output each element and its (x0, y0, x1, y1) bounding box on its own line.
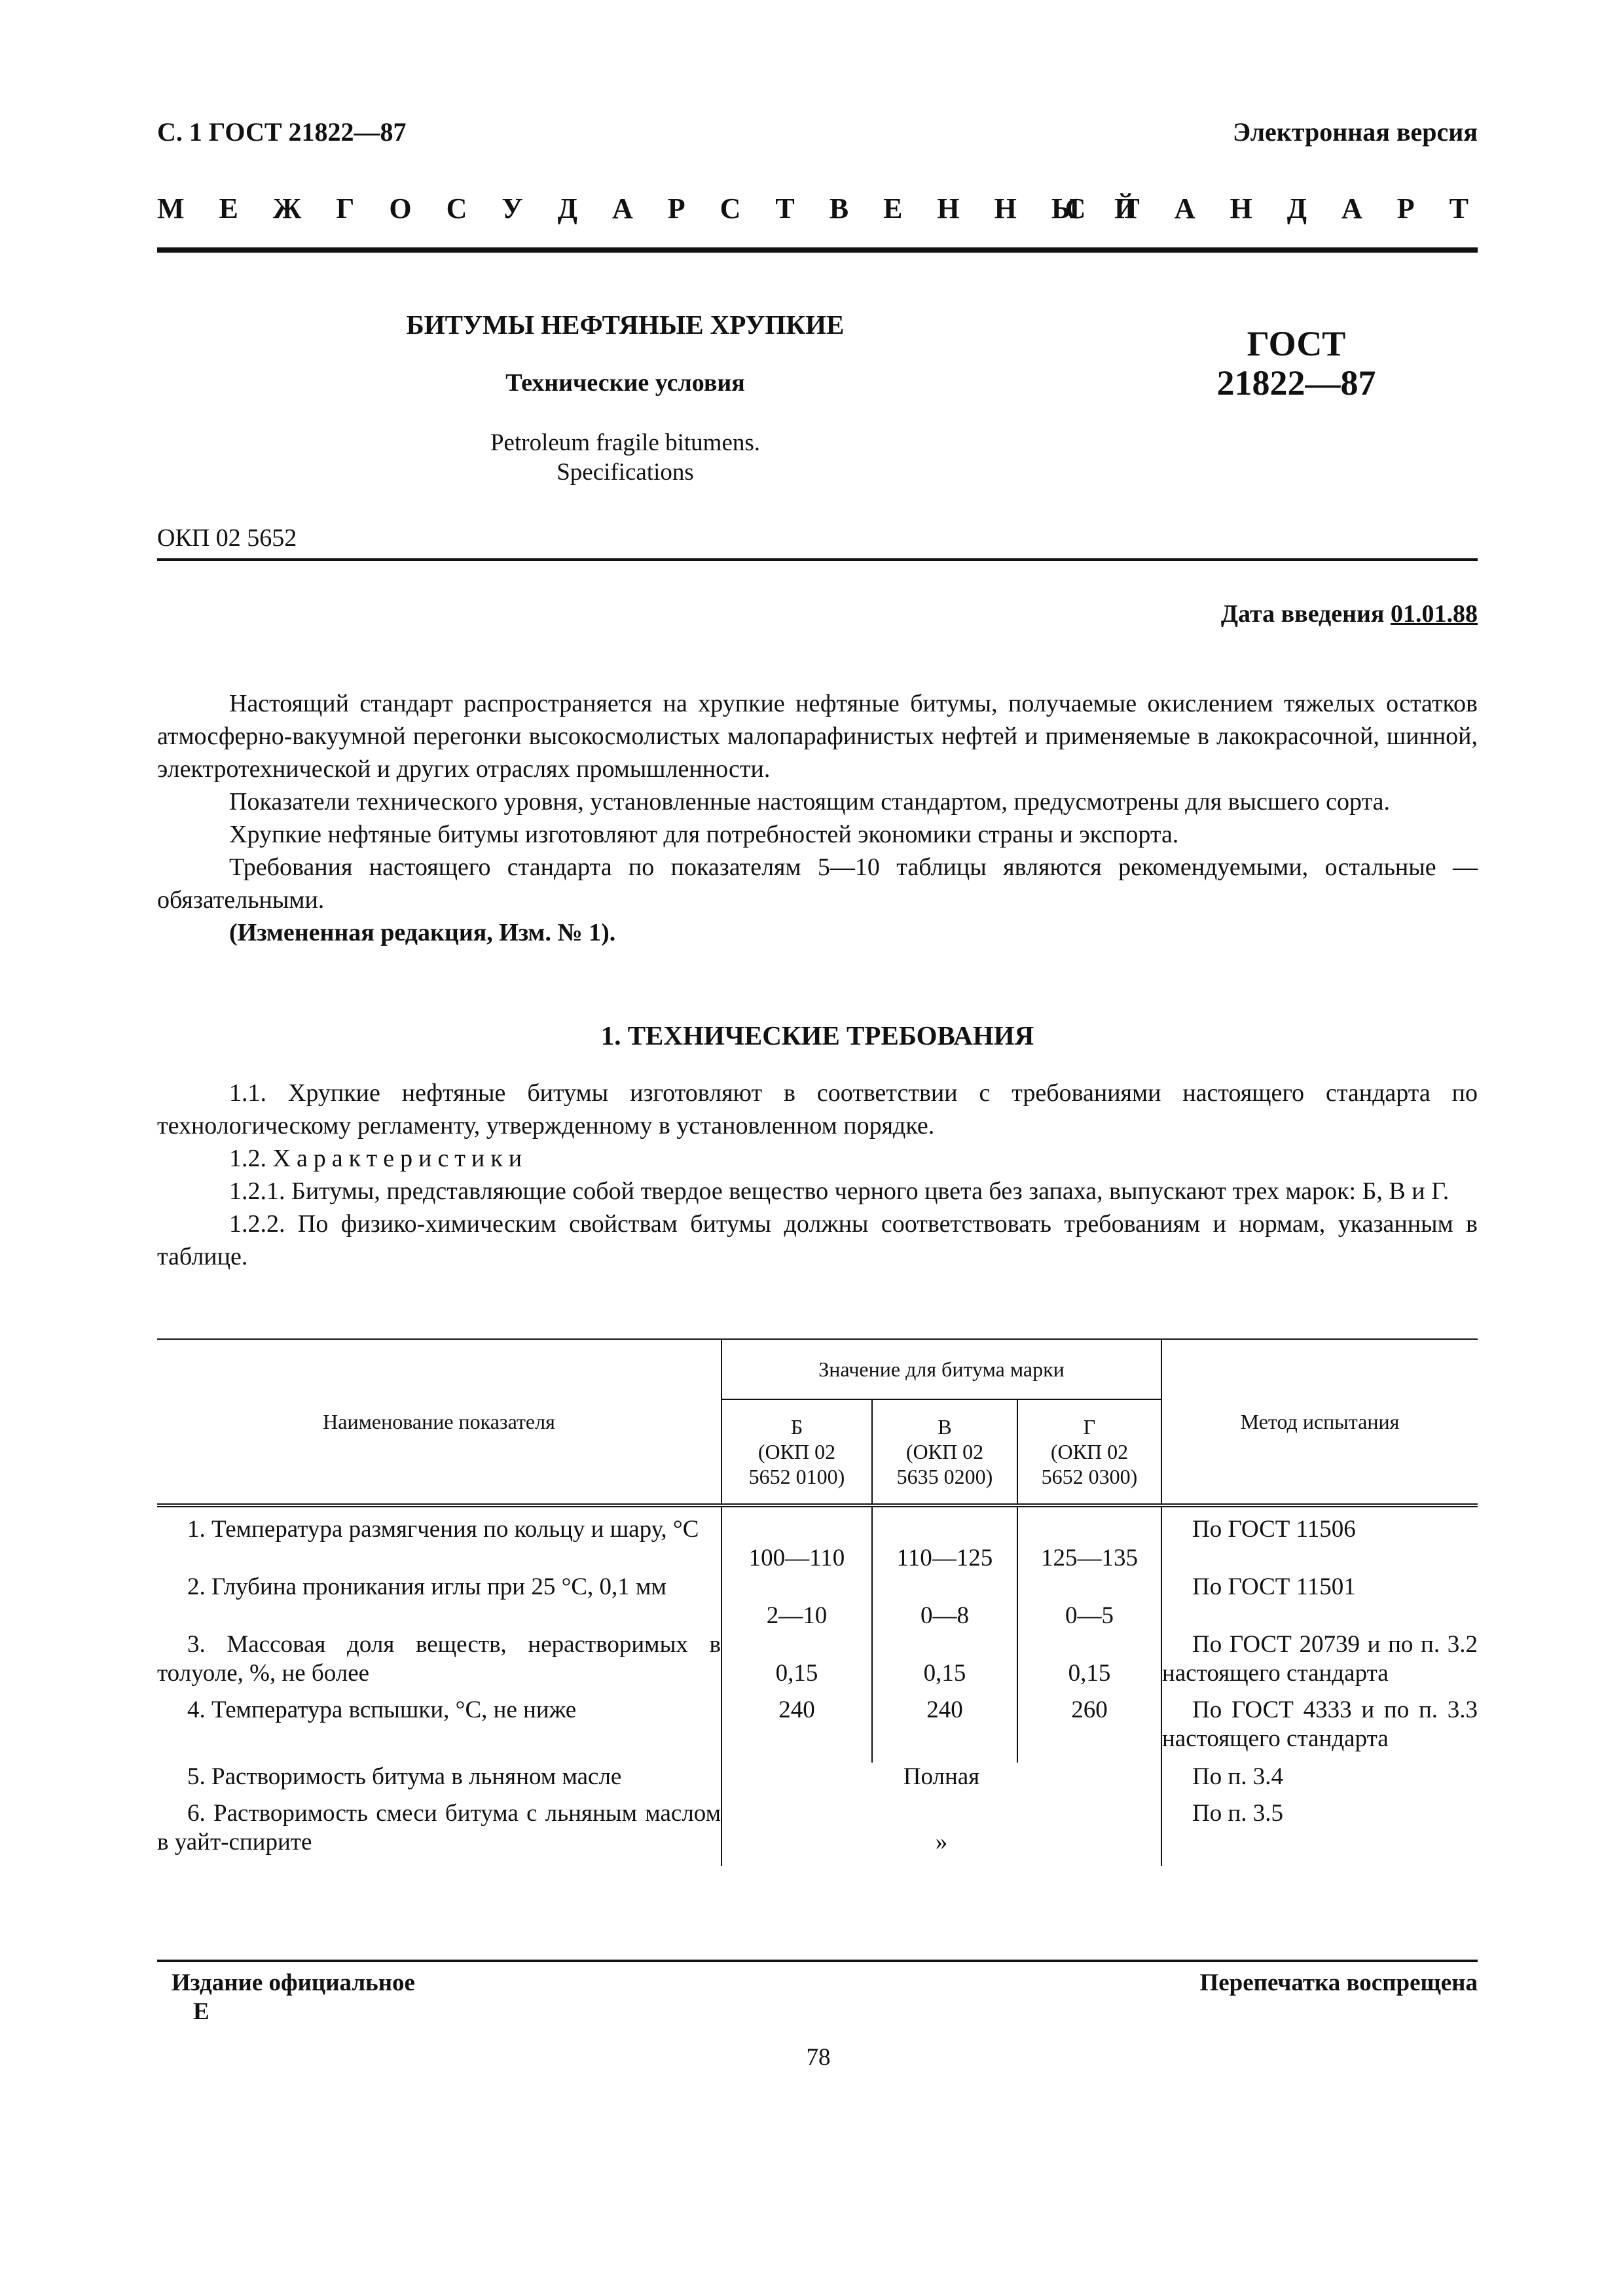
intro-paragraph-1: Настоящий стандарт распространяется на хрупкие нефтяные битумы, получаемые окислением тяжелых остатков атмосферно-вакуумной перегонки высокосмолистых малопарафинистых нефтей и применяемые в лакокрасочной, шинной, электротехнической и других отраслях промышленности. (157, 690, 1478, 783)
row-1-value-v: 110—125 (872, 1505, 1017, 1573)
doc-subtitle: Технические условия (505, 369, 745, 397)
page-header-left: С. 1 ГОСТ 21822—87 (157, 117, 407, 147)
row-6-name: 6. Растворимость смеси битума с льняным маслом в уайт-спирите (157, 1799, 721, 1866)
intro-paragraph-3: Хрупкие нефтяные битумы изготовляют для потребностей экономики страны и экспорта. (229, 821, 1179, 848)
edition-mark: Е (193, 1998, 210, 2025)
table-row (157, 1505, 1478, 1573)
intro-paragraph-4: Требования настоящего стандарта по показателям 5—10 таблицы являются рекомендуемыми, остальные — обязательными. (157, 853, 1478, 914)
doc-title-en-2: Specifications (556, 459, 694, 486)
doc-title-en-1: Petroleum fragile bitumens. (490, 429, 761, 456)
row-3-value-b: 0,15 (721, 1630, 872, 1696)
row-6-value-merged: » (721, 1799, 1161, 1866)
clause-1-2-2: 1.2.2. По физико-химическим свойствам битумы должны соответствовать требованиям и нормам, указанным в таблице. (157, 1210, 1478, 1270)
intro-text (157, 687, 1478, 949)
okp-code: ОКП 02 5652 (157, 524, 297, 552)
table-row (157, 1799, 1478, 1866)
page-number: 78 (806, 2044, 831, 2071)
banner-rule (157, 247, 1478, 253)
section-1-text (157, 1077, 1478, 1273)
row-2-method: По ГОСТ 11501 (1192, 1573, 1356, 1600)
table-header-row-1 (157, 1339, 1478, 1399)
title-rule (157, 558, 1478, 561)
row-3-value-v: 0,15 (872, 1630, 1017, 1696)
page-header-right: Электронная версия (1232, 117, 1478, 147)
header-grade-g: Г (ОКП 02 5652 0300) (1017, 1399, 1161, 1505)
row-5-method: По п. 3.4 (1192, 1763, 1284, 1790)
row-6-method: По п. 3.5 (1192, 1800, 1284, 1827)
doc-title: БИТУМЫ НЕФТЯНЫЕ ХРУПКИЕ (406, 310, 845, 340)
row-4-value-b: 240 (721, 1696, 872, 1763)
clause-1-1: 1.1. Хрупкие нефтяные битумы изготовляют в соответствии с требованиями настоящего стандарта по технологическому регламенту, утвержденному в установленном порядке. (157, 1079, 1478, 1139)
row-4-name: 4. Температура вспышки, °С, не ниже (157, 1696, 721, 1763)
effective-date-value: 01.01.88 (1391, 600, 1478, 628)
banner-interstate: М Е Ж Г О С У Д А Р С Т В Е Н Н Ы Й (157, 192, 1146, 224)
row-1-value-b: 100—110 (721, 1505, 872, 1573)
effective-date-label: Дата введения (1220, 600, 1385, 628)
gost-number: 21822—87 (1216, 363, 1376, 403)
row-4-method: По ГОСТ 4333 и по п. 3.3 настоящего стандарта (1162, 1696, 1478, 1752)
row-4-value-g: 260 (1017, 1696, 1161, 1763)
table-row (157, 1630, 1478, 1696)
row-3-name: 3. Массовая доля веществ, нерастворимых в толуоле, %, не более (157, 1630, 721, 1696)
gost-label: ГОСТ (1247, 324, 1346, 363)
row-1-name: 1. Температура размягчения по кольцу и шару, °С (157, 1505, 721, 1573)
intro-paragraph-2: Показатели технического уровня, установленные настоящим стандартом, предусмотрены для высшего сорта. (229, 788, 1390, 816)
row-1-value-g: 125—135 (1017, 1505, 1161, 1573)
row-2-value-v: 0—8 (872, 1573, 1017, 1630)
row-2-value-b: 2—10 (721, 1573, 872, 1630)
table-row (157, 1763, 1478, 1799)
section-heading: 1. ТЕХНИЧЕСКИЕ ТРЕБОВАНИЯ (600, 1020, 1034, 1050)
header-indicator: Наименование показателя (157, 1339, 721, 1505)
row-2-name: 2. Глубина проникания иглы при 25 °С, 0,1 мм (157, 1573, 721, 1630)
row-3-method: По ГОСТ 20739 и по п. 3.2 настоящего стандарта (1162, 1631, 1478, 1687)
row-2-value-g: 0—5 (1017, 1573, 1161, 1630)
clause-1-2-1: 1.2.1. Битумы, представляющие собой твердое вещество черного цвета без запаха, выпускают трех марок: Б, В и Г. (229, 1177, 1450, 1205)
spec-table (157, 1338, 1478, 1866)
row-5-value-merged: Полная (721, 1763, 1161, 1799)
row-5-name: 5. Растворимость битума в льняном масле (157, 1763, 721, 1799)
effective-date (1221, 600, 1478, 628)
table-row (157, 1696, 1478, 1763)
header-value-group: Значение для битума марки (721, 1339, 1161, 1399)
row-1-method: По ГОСТ 11506 (1192, 1516, 1356, 1543)
banner-standard: С Т А Н Д А Р Т (1065, 192, 1478, 224)
header-method: Метод испытания (1161, 1339, 1478, 1505)
official-edition: Издание официальное (172, 1969, 415, 1996)
clause-1-2: 1.2. Характеристики (229, 1145, 528, 1172)
header-grade-v: В (ОКП 02 5635 0200) (872, 1399, 1017, 1505)
row-4-value-v: 240 (872, 1696, 1017, 1763)
footer-rule (157, 1960, 1478, 1962)
table-row (157, 1573, 1478, 1630)
reprint-prohibited: Перепечатка воспрещена (1199, 1969, 1478, 1996)
amendment-note: (Измененная редакция, Изм. № 1). (229, 919, 616, 946)
row-3-value-g: 0,15 (1017, 1630, 1161, 1696)
header-grade-b: Б (ОКП 02 5652 0100) (721, 1399, 872, 1505)
